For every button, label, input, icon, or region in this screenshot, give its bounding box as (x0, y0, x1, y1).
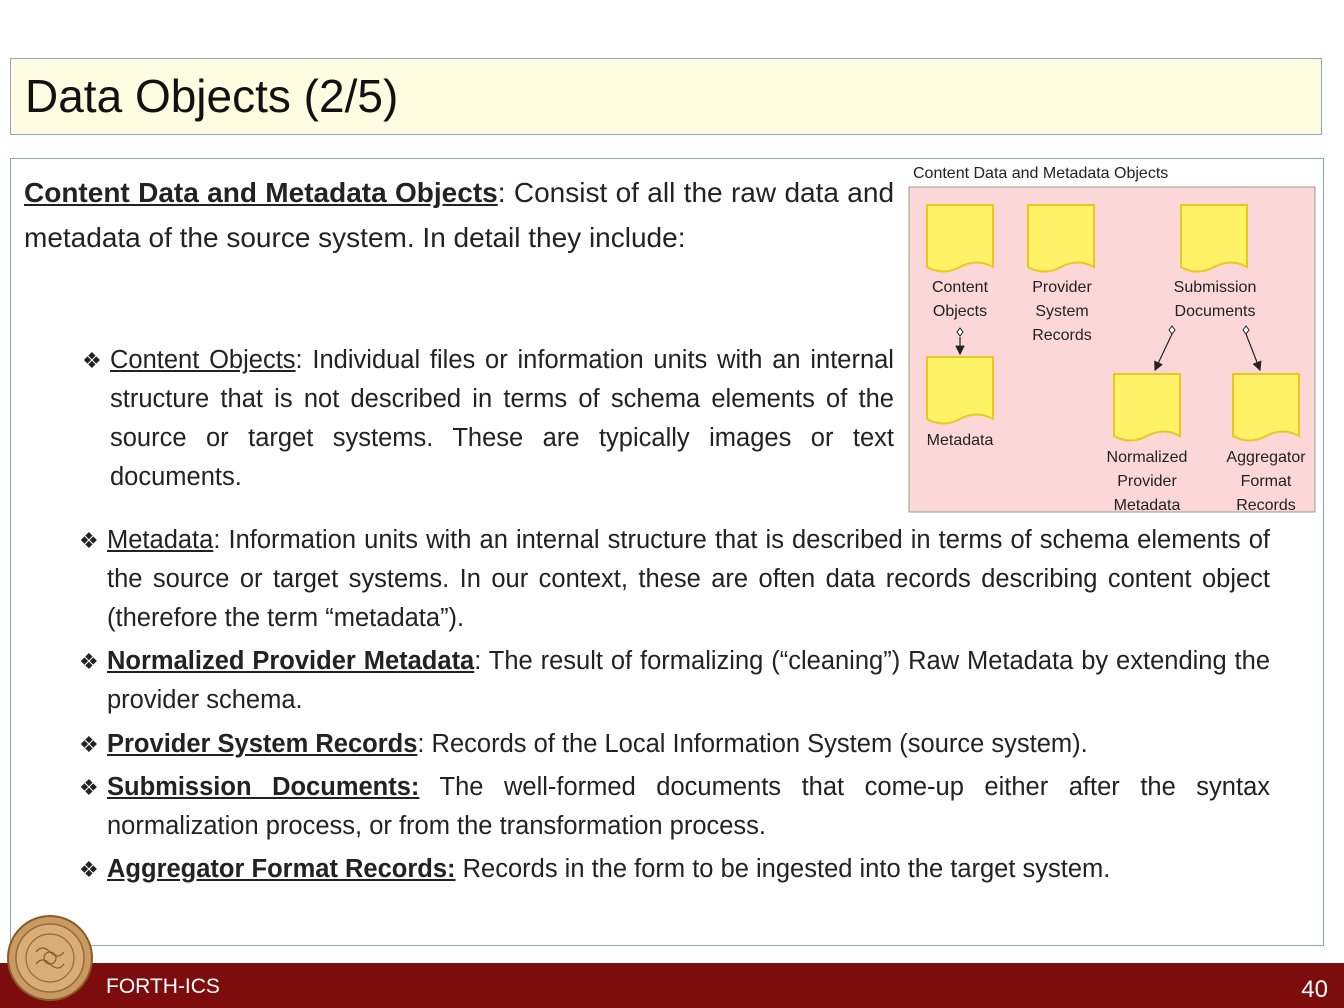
label-normalized: Normalized (1106, 449, 1188, 466)
page-number: 40 (1301, 976, 1328, 1003)
intro-paragraph (24, 170, 894, 260)
label-records: Records (1032, 327, 1092, 344)
bullet-text: : Individual files or information units with an internal structure that is not described in terms of schema elements of the source or target systems. These are typically images or text documents. (110, 346, 894, 491)
bullet-diamond-icon: ❖ (82, 348, 102, 373)
label-metadata: Metadata (926, 432, 994, 449)
document-icon (1114, 374, 1180, 441)
label-system: System (1035, 303, 1089, 320)
label-aggregator: Aggregator (1226, 449, 1306, 466)
bullet-term: Metadata (107, 526, 214, 554)
bullet-text: The well-formed documents that come-up either after the syntax normalization process, or from the transformation process. (107, 773, 1271, 840)
bullet-diamond-icon: ❖ (79, 732, 99, 757)
bullet-text: Records in the form to be ingested into the target system. (455, 855, 1111, 883)
bullet-diamond-icon: ❖ (79, 649, 99, 674)
label-aggregator-records: Records (1236, 497, 1296, 514)
label-format: Format (1240, 473, 1292, 490)
label-documents: Documents (1174, 303, 1256, 320)
label-normalized-provider: Provider (1117, 473, 1177, 490)
document-icon (1028, 205, 1094, 272)
label-provider: Provider (1032, 279, 1092, 296)
bullet-provider-system-records (79, 725, 1270, 764)
label-normalized-metadata: Metadata (1113, 497, 1181, 514)
university-seal-icon (6, 912, 94, 1004)
content-data-diagram (906, 160, 1318, 514)
bullet-term: Content Objects (110, 346, 296, 374)
bullet-text: : Information units with an internal structure that is described in terms of schema elements of the source or target systems. In our context, these are often data records describing content object (therefore the term “metadata”). (107, 526, 1270, 632)
document-icon (927, 357, 993, 424)
label-submission: Submission (1173, 279, 1257, 296)
slide-title: Data Objects (2/5) (25, 70, 399, 122)
intro-text: : Consist of all the raw data and metadata of the source system. In detail they include: (24, 177, 895, 253)
bullet-diamond-icon: ❖ (79, 775, 99, 800)
bullet-metadata (79, 521, 1270, 638)
bullet-diamond-icon: ❖ (79, 857, 99, 882)
bullet-term: Submission Documents: (107, 773, 420, 801)
footer-bar (0, 963, 1344, 1008)
bullet-content-objects (82, 341, 894, 497)
document-icon (1181, 205, 1247, 272)
diagram-title: Content Data and Metadata Objects (913, 165, 1169, 182)
intro-lead: Content Data and Metadata Objects (24, 177, 498, 208)
footer-org: FORTH-ICS (106, 975, 220, 998)
bullet-term: Aggregator Format Records: (107, 855, 456, 883)
bullet-submission-documents (79, 768, 1271, 846)
bullet-aggregator-format-records (79, 850, 1270, 889)
bullet-term: Provider System Records (107, 730, 418, 758)
bullet-term: Normalized Provider Metadata (107, 647, 475, 675)
bullet-text: : Records of the Local Information System (source system). (417, 730, 1088, 758)
bullet-text: : The result of formalizing (“cleaning”) Raw Metadata by extending the provider schema. (107, 647, 1271, 714)
document-icon (927, 205, 993, 272)
title-bar (10, 58, 1322, 135)
label-content: Content (931, 279, 989, 296)
bullet-diamond-icon: ❖ (79, 528, 99, 553)
bullet-normalized-provider-metadata (79, 642, 1271, 720)
label-objects: Objects (932, 303, 988, 320)
document-icon (1233, 374, 1299, 441)
